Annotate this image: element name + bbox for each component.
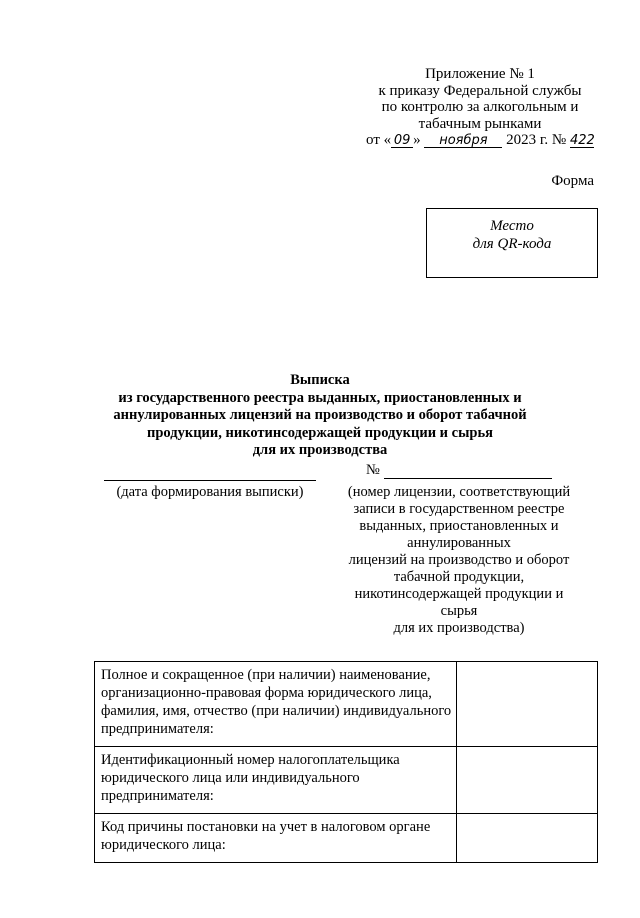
number-sign: №: [366, 462, 380, 478]
license-caption-line: никотинсодержащей продукции и: [354, 586, 564, 602]
extract-date-field: [104, 480, 316, 501]
date-caption: (дата формирования выписки): [116, 484, 304, 500]
row-value-name: [457, 662, 598, 747]
handwritten-order-number: 422: [569, 133, 595, 148]
row-value-inn: [457, 747, 598, 814]
date-year-text: 2023 г. №: [506, 132, 567, 148]
document-title: [60, 372, 580, 460]
date-quote-close: »: [413, 132, 421, 148]
row-value-kpp: [457, 814, 598, 863]
license-caption-line: сырья: [440, 603, 478, 619]
license-number-row: [330, 462, 588, 479]
appendix-number: Приложение № 1: [425, 66, 535, 82]
date-blank-line: [104, 480, 316, 481]
license-caption-line: выданных, приостановленных и: [359, 518, 559, 534]
title-line-2: из государственного реестра выданных, приостановленных и: [118, 389, 522, 406]
form-label: Форма: [551, 173, 594, 189]
qr-code-placeholder: [426, 208, 598, 278]
appendix-header: [320, 66, 640, 149]
row-label-inn: Идентификационный номер налогоплательщика юридического лица или индивидуального предпринимателя:: [95, 747, 457, 814]
table-row: [95, 662, 598, 747]
handwritten-day: 09: [391, 134, 413, 148]
licensee-info-table: [94, 661, 598, 863]
date-prefix: от «: [366, 132, 392, 148]
license-caption-line: записи в государственном реестре: [353, 501, 565, 517]
appendix-agency-line: по контролю за алкогольным и: [381, 99, 579, 115]
qr-placeholder-line1: Место: [490, 218, 534, 234]
title-line-3: аннулированных лицензий на производство и оборот табачной: [113, 407, 527, 423]
handwritten-month: ноября: [424, 134, 502, 148]
license-caption-line: табачной продукции,: [393, 569, 525, 585]
row-label-name: Полное и сокращенное (при наличии) наименование, организационно-правовая форма юридического лица, фамилия, имя, отчество (при наличии) индивидуального предпринимателя:: [95, 662, 457, 747]
license-number-field: [330, 462, 588, 637]
row-label-kpp: Код причины постановки на учет в налоговом органе юридического лица:: [95, 814, 457, 863]
qr-placeholder-line2: для QR-кода: [472, 236, 552, 252]
title-line-1: Выписка: [290, 372, 350, 388]
appendix-date-line: [320, 132, 640, 149]
license-caption-line: аннулированных: [407, 535, 511, 551]
license-caption-line: лицензий на производство и оборот: [348, 552, 570, 568]
title-line-4: продукции, никотинсодержащей продукции и сырья: [147, 424, 493, 441]
license-caption-line: для их производства): [393, 620, 525, 636]
license-number-blank: [384, 464, 552, 479]
title-line-5: для их производства: [252, 442, 388, 458]
appendix-markets-line: табачным рынками: [418, 115, 542, 132]
table-row: [95, 747, 598, 814]
appendix-order-line: к приказу Федеральной службы: [378, 82, 582, 99]
license-caption-line: (номер лицензии, соответствующий: [347, 484, 571, 500]
table-row: [95, 814, 598, 863]
